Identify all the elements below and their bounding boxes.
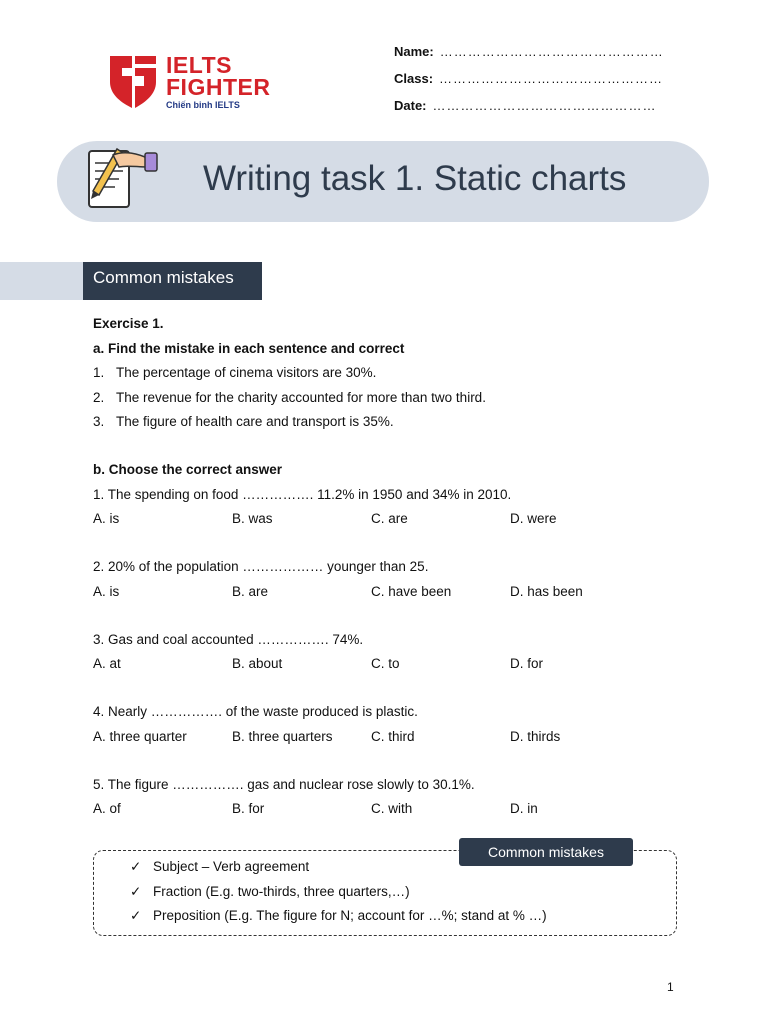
list-item: ✓ Preposition (E.g. The figure for N; account for …%; stand at % …) bbox=[130, 904, 547, 929]
check-icon: ✓ bbox=[130, 883, 142, 899]
question-1-options bbox=[93, 507, 713, 532]
question-3: 3. Gas and coal accounted ……………. 74%. bbox=[93, 631, 364, 647]
exercise-content bbox=[93, 312, 713, 822]
list-item: 3. The figure of health care and transport is 35%. bbox=[93, 414, 394, 429]
check-icon: ✓ bbox=[130, 859, 142, 874]
question-3-options bbox=[93, 652, 713, 677]
option[interactable]: C. to bbox=[371, 656, 400, 671]
ielts-fighter-logo bbox=[108, 54, 288, 114]
option[interactable]: B. are bbox=[232, 583, 269, 599]
option[interactable]: A. is bbox=[93, 583, 120, 599]
question-1: 1. The spending on food ……………. 11.2% in 1950 and 34% in 2010. bbox=[93, 486, 512, 502]
question-2: 2. 20% of the population ……………… younger than 25. bbox=[93, 559, 429, 574]
option[interactable]: C. third bbox=[371, 728, 415, 744]
student-info-fields bbox=[394, 44, 664, 125]
section-tab-common-mistakes: Common mistakes bbox=[83, 262, 262, 300]
option[interactable]: A. is bbox=[93, 511, 120, 526]
pencil-hand-icon bbox=[83, 141, 163, 221]
option[interactable]: D. thirds bbox=[510, 728, 561, 744]
part-b-heading: b. Choose the correct answer bbox=[93, 462, 283, 477]
part-a-heading: a. Find the mistake in each sentence and correct bbox=[93, 340, 405, 356]
option[interactable]: B. three quarters bbox=[232, 728, 333, 744]
option[interactable]: C. with bbox=[371, 801, 413, 816]
option[interactable]: C. are bbox=[371, 511, 408, 526]
question-2-options bbox=[93, 580, 713, 605]
title-banner bbox=[57, 141, 709, 222]
logo-wordmark: IELTS FIGHTER bbox=[166, 52, 271, 100]
common-mistakes-list bbox=[130, 855, 547, 929]
question-5-options bbox=[93, 797, 713, 822]
exercise-title: Exercise 1. bbox=[93, 316, 164, 331]
option[interactable]: C. have been bbox=[371, 583, 452, 599]
date-field[interactable]: Date: ………………………………………… bbox=[394, 98, 657, 113]
question-5: 5. The figure ……………. gas and nuclear rose slowly to 30.1%. bbox=[93, 776, 475, 792]
class-field[interactable]: Class: ………………………………………… bbox=[394, 71, 664, 86]
option[interactable]: D. in bbox=[510, 801, 538, 816]
list-item: ✓ Subject – Verb agreement bbox=[130, 855, 547, 880]
list-item: 1. The percentage of cinema visitors are 30%. bbox=[93, 365, 377, 380]
list-item: ✓ Fraction (E.g. two-thirds, three quarters,…) bbox=[130, 880, 547, 905]
option[interactable]: D. were bbox=[510, 511, 557, 526]
option[interactable]: A. at bbox=[93, 656, 121, 671]
logo-subtitle: Chiến binh IELTS bbox=[166, 100, 240, 110]
section-stripe bbox=[0, 262, 84, 300]
common-mistakes-box-title: Common mistakes bbox=[459, 838, 633, 866]
page-title: Writing task 1. Static charts bbox=[203, 159, 627, 198]
option[interactable]: D. has been bbox=[510, 583, 583, 599]
question-4: 4. Nearly ……………. of the waste produced is plastic. bbox=[93, 704, 418, 719]
option[interactable]: A. three quarter bbox=[93, 728, 187, 744]
option[interactable]: B. was bbox=[232, 511, 273, 526]
option[interactable]: B. for bbox=[232, 801, 265, 816]
page-number: 1 bbox=[667, 980, 674, 994]
check-icon: ✓ bbox=[130, 908, 142, 923]
option[interactable]: D. for bbox=[510, 656, 544, 671]
question-4-options bbox=[93, 725, 713, 750]
option[interactable]: B. about bbox=[232, 656, 283, 671]
logo-shield-icon bbox=[108, 54, 158, 110]
list-item: 2. The revenue for the charity accounted for more than two third. bbox=[93, 389, 486, 405]
name-field[interactable]: Name: ………………………………………… bbox=[394, 44, 664, 59]
option[interactable]: A. of bbox=[93, 801, 121, 816]
